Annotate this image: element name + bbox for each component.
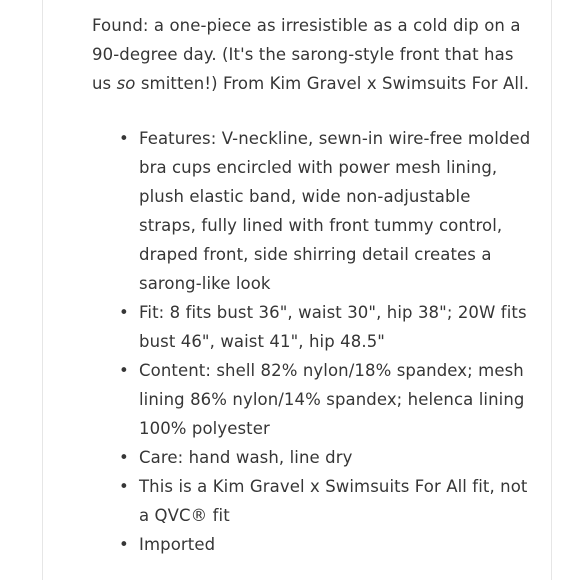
feature-text: Features: V-neckline, sewn-in wire-free molded bra cups encircled with power mesh lining, plush elastic band, wide non-adjustable straps, fully lined with front tummy control, draped front, side shirring detail creates a sarong-like look — [139, 129, 531, 293]
bullet-icon: • — [119, 303, 129, 322]
intro-emphasis: so — [116, 74, 136, 93]
feature-list-item — [92, 124, 532, 298]
product-description — [92, 11, 532, 559]
bullet-icon: • — [119, 361, 129, 380]
bullet-icon: • — [119, 535, 129, 554]
left-divider-line — [42, 0, 43, 580]
feature-list — [92, 124, 532, 559]
bullet-icon: • — [119, 129, 129, 148]
feature-text: Fit: 8 fits bust 36", waist 30", hip 38"; 20W fits bust 46", waist 41", hip 48.5" — [139, 303, 527, 351]
feature-list-item — [92, 530, 532, 559]
intro-text-end: smitten!) From Kim Gravel x Swimsuits For All. — [135, 74, 530, 93]
bullet-icon: • — [119, 477, 129, 496]
feature-text: Care: hand wash, line dry — [139, 448, 353, 467]
right-divider-line — [551, 0, 552, 580]
feature-text: Imported — [139, 535, 216, 554]
feature-list-item — [92, 356, 532, 443]
feature-text: This is a Kim Gravel x Swimsuits For All fit, not a QVC® fit — [139, 477, 528, 525]
intro-text-start: Found: a one-piece as irresistible as a cold dip on a 90-degree day. (It's the sarong-style front that has us — [92, 16, 521, 93]
intro-paragraph — [92, 11, 532, 98]
feature-list-item — [92, 298, 532, 356]
feature-list-item — [92, 443, 532, 472]
feature-list-item — [92, 472, 532, 530]
bullet-icon: • — [119, 448, 129, 467]
feature-text: Content: shell 82% nylon/18% spandex; mesh lining 86% nylon/14% spandex; helenca lining 100% polyester — [139, 361, 525, 438]
